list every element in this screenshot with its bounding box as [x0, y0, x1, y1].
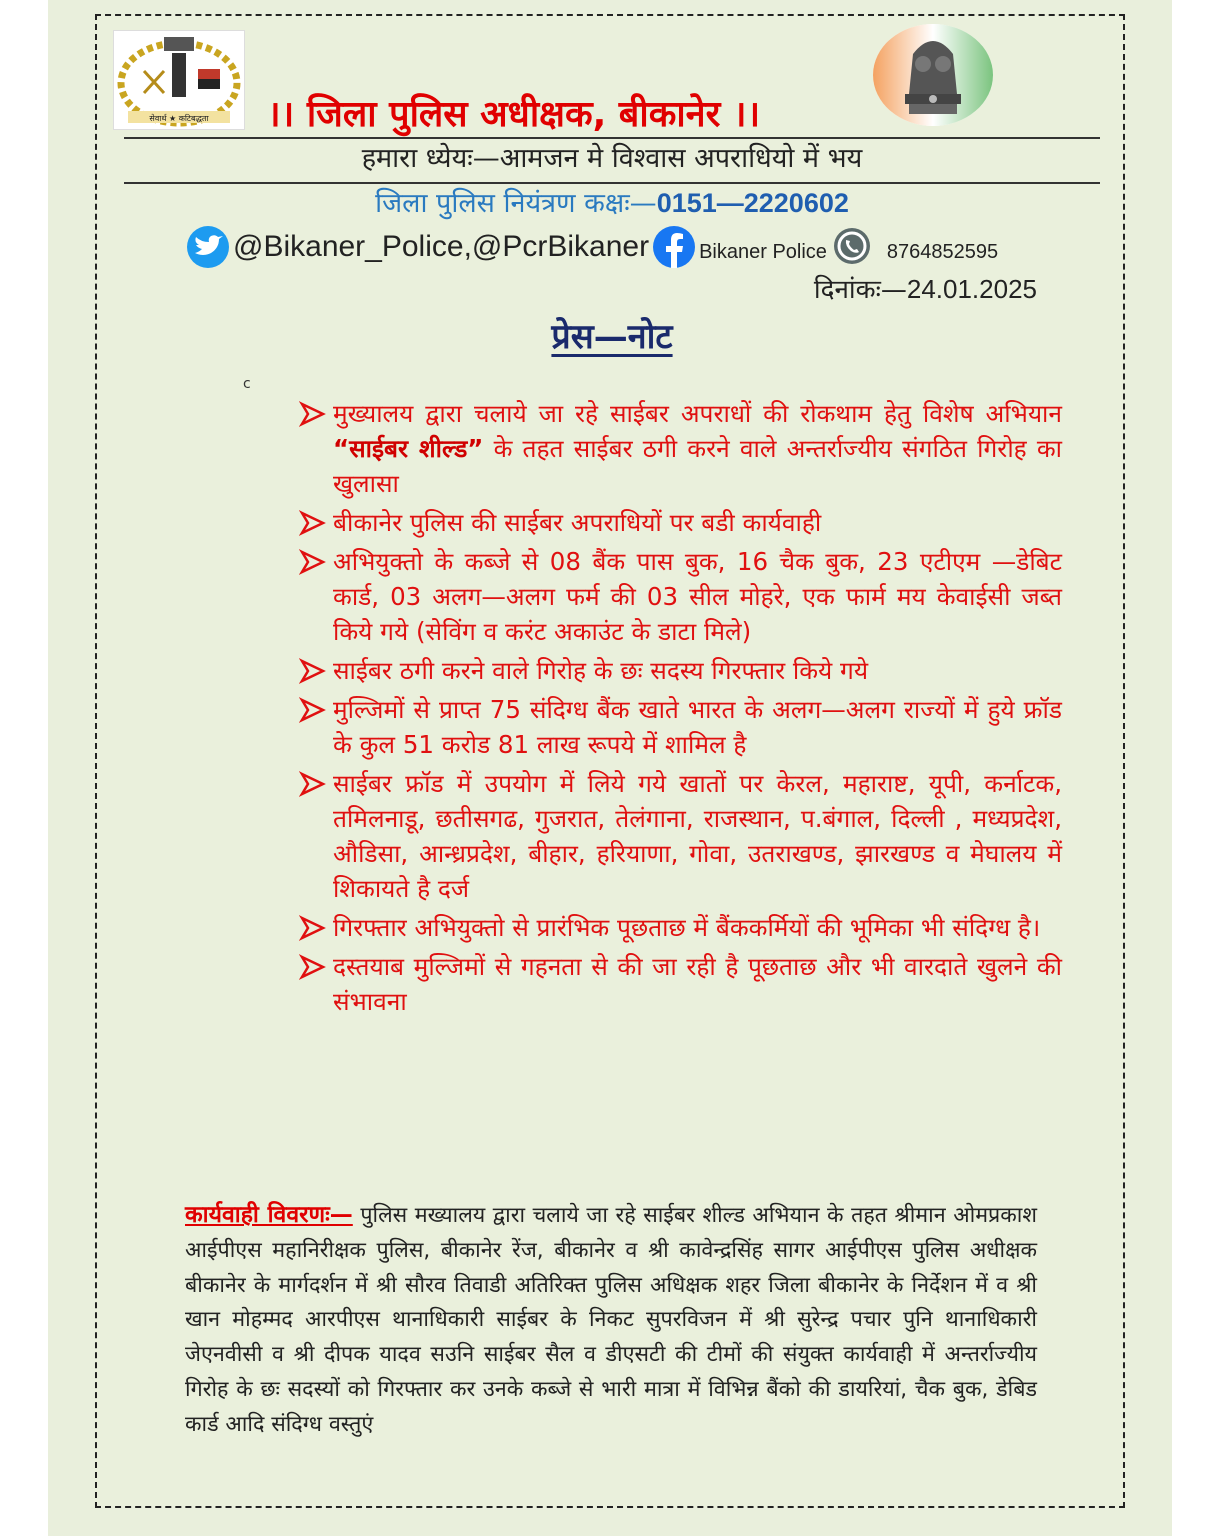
motto-text: हमारा ध्येयः—आमजन मे विश्वास अपराधियो में भय: [361, 143, 863, 174]
action-details-text: पुलिस मख्यालय द्वारा चलाये जा रहे साईबर शील्ड अभियान के तहत श्रीमान ओमप्रकाश आईपीएस महानिरीक्षक पुलिस, बीकानेर रेंज, बीकानेर व श्री कावेन्द्रसिंह सागर आईपीएस पुलिस अधीक्षक बीकानेर के मार्गदर्शन में श्री सौरव तिवाडी अतिरिक्त पुलिस अधिक्षक शहर जिला बीकानेर के निर्देशन में व श्री खान मोहम्मद आरपीएस थानाधिकारी साईबर के निकट सुपरविजन में श्री सुरेन्द्र पचार पुनि थानाधिकारी जेएनवीसी व श्री दीपक यादव सउनि साईबर सैल व डीएसटी की टीमों की संयुक्त कार्यवाही में अन्तर्राज्यीय गिरोह के छः सदस्यों को गिरफ्तार कर उनके कब्जे से भारी मात्रा में विभिन्न बैंको की डायरियां, चैक बुक, डेबिड कार्ड आदि संदिग्ध वस्तुएं: [185, 1203, 1037, 1437]
whatsapp-number: 8764852595: [886, 240, 999, 263]
date-line: [697, 270, 1037, 306]
social-row: [183, 222, 1083, 272]
action-details-paragraph: [185, 1198, 1037, 1443]
highlight-item: गिरफ्तार अभियुक्तो से प्रारंभिक पूछताछ में बैंककर्मियों की भूमिका भी संदिग्ध है।: [299, 910, 1062, 945]
press-note-page: [95, 14, 1125, 1508]
highlight-item: साईबर फ्रॉड में उपयोग में लिये गये खातों पर केरल, महाराष्ट, यूपी, कर्नाटक, तमिलनाडू, छतीसगढ, गुजरात, तेलंगाना, राजस्थान, प.बंगाल, दिल्ली , मध्यप्रदेश, औडिसा, आन्ध्रप्रदेश, बीहार, हरियाणा, गोवा, उतराखण्ड, झारखण्ड व मेघालय में शिकायते है दर्ज: [299, 766, 1062, 906]
highlight-item: मुख्यालय द्वारा चलाये जा रहे साईबर अपराधों की रोकथाम हेतु विशेष अभियान “साईबर शील्ड” के तहत साईबर ठगी करने वाले अन्तर्राज्यीय संगठित गिरोह का खुलासा: [299, 396, 1062, 501]
action-details-label: कार्यवाही विवरणः—: [185, 1202, 353, 1228]
arrow-bullet-icon: [299, 910, 329, 945]
arrow-bullet-icon: [299, 653, 329, 688]
ashoka-emblem-logo: [873, 24, 993, 126]
arrow-bullet-icon: [299, 692, 329, 727]
arrow-bullet-icon: [299, 949, 329, 984]
highlight-item: दस्तयाब मुल्जिमों से गहनता से की जा रही है पूछताछ और भी वारदाते खुलने की संभावना: [299, 949, 1062, 1019]
highlight-item: मुल्जिमों से प्राप्त 75 संदिग्ध बैंक खाते भारत के अलग—अलग राज्यों में हुये फ्रॉड के कुल 51 करोड 81 लाख रूपये में शामिल है: [299, 692, 1062, 762]
highlights-list: [299, 396, 1062, 1023]
control-room-label: जिला पुलिस नियंत्रण कक्षः—: [375, 188, 657, 219]
arrow-bullet-icon: [299, 505, 329, 540]
office-title: ।। जिला पुलिस अधीक्षक, बीकानेर ।।: [267, 94, 761, 135]
highlight-item: अभियुक्तो के कब्जे से 08 बैंक पास बुक, 16 चैक बुक, 23 एटीएम —डेबिट कार्ड, 03 अलग—अलग फर्म की 03 सील मोहरे, एक फार्म मय केवाईसी जब्त किये गये (सेविंग व करंट अकाउंट के डाटा मिले): [299, 544, 1062, 649]
logo-motto: सेवार्थ ★ कटिबद्धता: [149, 114, 209, 123]
twitter-handles: @Bikaner_Police,@PcrBikaner: [233, 230, 650, 263]
date-value: 24.01.2025: [906, 274, 1037, 304]
control-room-number: 0151—2220602: [656, 188, 849, 218]
facebook-page-name: Bikaner Police: [699, 240, 827, 263]
facebook-icon: [649, 226, 699, 268]
stray-mark: c: [243, 376, 251, 392]
twitter-icon: [183, 226, 233, 268]
arrow-bullet-icon: [299, 766, 329, 801]
arrow-bullet-icon: [299, 544, 329, 579]
rajasthan-police-logo: [113, 30, 245, 130]
whatsapp-icon: [829, 226, 875, 268]
highlight-item: बीकानेर पुलिस की साईबर अपराधियों पर बडी कार्यवाही: [299, 505, 1062, 540]
control-room-line: [97, 183, 1125, 220]
highlight-item: साईबर ठगी करने वाले गिरोह के छः सदस्य गिरफ्तार किये गये: [299, 653, 1062, 688]
date-label: दिनांकः—: [813, 275, 907, 305]
arrow-bullet-icon: [299, 396, 329, 431]
press-note-title: प्रेस—नोट: [551, 317, 673, 357]
press-note-heading: [97, 312, 1125, 358]
